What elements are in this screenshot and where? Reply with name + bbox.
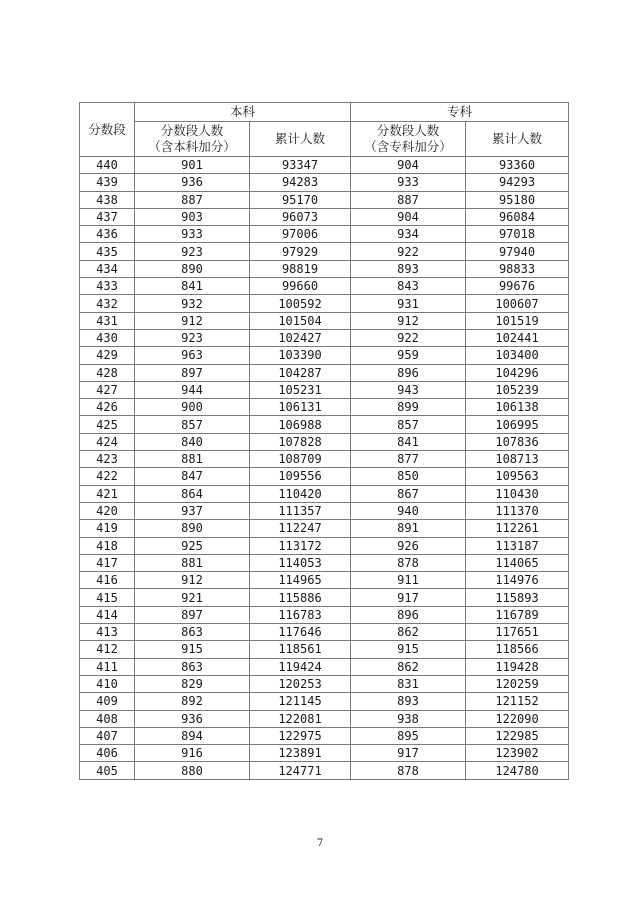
benke-cumulative-header: 累计人数 <box>250 122 351 157</box>
zhuanke-cumulative-cell: 93360 <box>466 157 569 174</box>
benke-cumulative-cell: 118561 <box>250 641 351 658</box>
zhuanke-count-cell: 878 <box>351 762 466 779</box>
benke-count-cell: 897 <box>135 364 250 381</box>
benke-count-cell: 901 <box>135 157 250 174</box>
score-cell: 415 <box>80 589 135 606</box>
benke-count-cell: 880 <box>135 762 250 779</box>
zhuanke-count-cell: 899 <box>351 399 466 416</box>
benke-cumulative-cell: 97929 <box>250 243 351 260</box>
score-cell: 439 <box>80 174 135 191</box>
benke-cumulative-cell: 99660 <box>250 278 351 295</box>
table-row <box>80 520 569 537</box>
zhuanke-cumulative-cell: 109563 <box>466 468 569 485</box>
score-cell: 424 <box>80 433 135 450</box>
score-cell: 420 <box>80 502 135 519</box>
zhuanke-cumulative-cell: 122090 <box>466 710 569 727</box>
zhuanke-cumulative-cell: 107836 <box>466 433 569 450</box>
benke-count-cell: 932 <box>135 295 250 312</box>
table-row <box>80 157 569 174</box>
zhuanke-cumulative-cell: 124780 <box>466 762 569 779</box>
score-cell: 425 <box>80 416 135 433</box>
zhuanke-count-cell: 931 <box>351 295 466 312</box>
zhuanke-cumulative-cell: 99676 <box>466 278 569 295</box>
table-row <box>80 693 569 710</box>
score-cell: 421 <box>80 485 135 502</box>
zhuanke-cumulative-cell: 114976 <box>466 572 569 589</box>
zhuanke-cumulative-cell: 119428 <box>466 658 569 675</box>
zhuanke-cumulative-cell: 117651 <box>466 624 569 641</box>
table-row <box>80 243 569 260</box>
score-cell: 413 <box>80 624 135 641</box>
benke-count-cell: 963 <box>135 347 250 364</box>
score-cell: 432 <box>80 295 135 312</box>
score-cell: 417 <box>80 554 135 571</box>
benke-count-cell: 912 <box>135 572 250 589</box>
zhuanke-cumulative-cell: 103400 <box>466 347 569 364</box>
benke-cumulative-cell: 115886 <box>250 589 351 606</box>
table-row <box>80 606 569 623</box>
zhuanke-cumulative-cell: 111370 <box>466 502 569 519</box>
benke-cumulative-cell: 113172 <box>250 537 351 554</box>
table-row <box>80 433 569 450</box>
table-row <box>80 312 569 329</box>
benke-cumulative-cell: 111357 <box>250 502 351 519</box>
benke-count-label: 分数段人数 <box>160 123 224 138</box>
benke-count-cell: 857 <box>135 416 250 433</box>
table-row <box>80 675 569 692</box>
table-row <box>80 589 569 606</box>
benke-cumulative-cell: 103390 <box>250 347 351 364</box>
score-cell: 412 <box>80 641 135 658</box>
benke-cumulative-cell: 107828 <box>250 433 351 450</box>
score-cell: 435 <box>80 243 135 260</box>
benke-count-cell: 923 <box>135 329 250 346</box>
benke-cumulative-cell: 93347 <box>250 157 351 174</box>
benke-count-cell: 863 <box>135 658 250 675</box>
zhuanke-count-cell: 922 <box>351 243 466 260</box>
benke-cumulative-cell: 120253 <box>250 675 351 692</box>
score-cell: 429 <box>80 347 135 364</box>
benke-cumulative-cell: 105231 <box>250 381 351 398</box>
table-row <box>80 226 569 243</box>
benke-cumulative-cell: 123891 <box>250 745 351 762</box>
zhuanke-cumulative-cell: 116789 <box>466 606 569 623</box>
benke-cumulative-cell: 102427 <box>250 329 351 346</box>
table-row <box>80 278 569 295</box>
benke-count-cell: 897 <box>135 606 250 623</box>
zhuanke-count-cell: 893 <box>351 260 466 277</box>
score-cell: 418 <box>80 537 135 554</box>
benke-count-cell: 937 <box>135 502 250 519</box>
zhuanke-count-cell: 915 <box>351 641 466 658</box>
zhuanke-cumulative-cell: 105239 <box>466 381 569 398</box>
benke-cumulative-cell: 122081 <box>250 710 351 727</box>
zhuanke-count-cell: 891 <box>351 520 466 537</box>
benke-group-header: 本科 <box>135 103 351 122</box>
zhuanke-count-cell: 887 <box>351 191 466 208</box>
table-row <box>80 762 569 779</box>
benke-cumulative-cell: 108709 <box>250 451 351 468</box>
zhuanke-count-cell: 922 <box>351 329 466 346</box>
zhuanke-count-label: 分数段人数 <box>376 123 440 138</box>
benke-count-cell: 915 <box>135 641 250 658</box>
zhuanke-cumulative-cell: 95180 <box>466 191 569 208</box>
benke-count-cell: 921 <box>135 589 250 606</box>
benke-cumulative-cell: 121145 <box>250 693 351 710</box>
benke-cumulative-cell: 106131 <box>250 399 351 416</box>
zhuanke-cumulative-cell: 122985 <box>466 727 569 744</box>
score-cell: 436 <box>80 226 135 243</box>
benke-cumulative-cell: 100592 <box>250 295 351 312</box>
zhuanke-count-cell: 926 <box>351 537 466 554</box>
score-cell: 426 <box>80 399 135 416</box>
zhuanke-count-cell: 917 <box>351 745 466 762</box>
benke-count-cell: 881 <box>135 554 250 571</box>
zhuanke-cumulative-cell: 120259 <box>466 675 569 692</box>
benke-count-cell: 829 <box>135 675 250 692</box>
benke-cumulative-cell: 97006 <box>250 226 351 243</box>
zhuanke-count-cell: 911 <box>351 572 466 589</box>
benke-cumulative-cell: 119424 <box>250 658 351 675</box>
zhuanke-count-cell: 896 <box>351 606 466 623</box>
score-cell: 428 <box>80 364 135 381</box>
score-cell: 427 <box>80 381 135 398</box>
zhuanke-count-cell: 904 <box>351 157 466 174</box>
table-row <box>80 295 569 312</box>
benke-count-header <box>135 122 250 157</box>
benke-count-cell: 900 <box>135 399 250 416</box>
benke-cumulative-cell: 98819 <box>250 260 351 277</box>
table-row <box>80 260 569 277</box>
score-cell: 422 <box>80 468 135 485</box>
table-row <box>80 208 569 225</box>
benke-count-cell: 863 <box>135 624 250 641</box>
table-row <box>80 641 569 658</box>
score-band-header: 分数段 <box>80 103 135 157</box>
zhuanke-cumulative-cell: 121152 <box>466 693 569 710</box>
zhuanke-count-cell: 912 <box>351 312 466 329</box>
benke-cumulative-cell: 112247 <box>250 520 351 537</box>
table-row <box>80 416 569 433</box>
zhuanke-cumulative-cell: 113187 <box>466 537 569 554</box>
zhuanke-count-cell: 862 <box>351 624 466 641</box>
benke-cumulative-cell: 94283 <box>250 174 351 191</box>
table-row <box>80 485 569 502</box>
score-cell: 434 <box>80 260 135 277</box>
benke-count-cell: 894 <box>135 727 250 744</box>
benke-cumulative-cell: 101504 <box>250 312 351 329</box>
score-cell: 408 <box>80 710 135 727</box>
benke-count-cell: 933 <box>135 226 250 243</box>
zhuanke-count-cell: 857 <box>351 416 466 433</box>
zhuanke-cumulative-cell: 102441 <box>466 329 569 346</box>
zhuanke-cumulative-cell: 100607 <box>466 295 569 312</box>
benke-count-cell: 892 <box>135 693 250 710</box>
benke-count-cell: 881 <box>135 451 250 468</box>
zhuanke-cumulative-cell: 104296 <box>466 364 569 381</box>
zhuanke-count-cell: 841 <box>351 433 466 450</box>
zhuanke-count-cell: 893 <box>351 693 466 710</box>
benke-cumulative-cell: 95170 <box>250 191 351 208</box>
table-row <box>80 658 569 675</box>
score-cell: 406 <box>80 745 135 762</box>
table-body <box>80 157 569 780</box>
score-cell: 416 <box>80 572 135 589</box>
zhuanke-cumulative-cell: 106995 <box>466 416 569 433</box>
zhuanke-count-cell: 850 <box>351 468 466 485</box>
zhuanke-count-cell: 867 <box>351 485 466 502</box>
zhuanke-cumulative-cell: 96084 <box>466 208 569 225</box>
benke-count-note: （含本科加分） <box>148 139 236 154</box>
benke-count-cell: 890 <box>135 260 250 277</box>
score-cell: 410 <box>80 675 135 692</box>
score-cell: 440 <box>80 157 135 174</box>
zhuanke-count-cell: 943 <box>351 381 466 398</box>
table-row <box>80 364 569 381</box>
zhuanke-cumulative-cell: 123902 <box>466 745 569 762</box>
zhuanke-cumulative-cell: 106138 <box>466 399 569 416</box>
zhuanke-count-cell: 917 <box>351 589 466 606</box>
score-cell: 433 <box>80 278 135 295</box>
table-row <box>80 347 569 364</box>
zhuanke-cumulative-cell: 112261 <box>466 520 569 537</box>
benke-cumulative-cell: 117646 <box>250 624 351 641</box>
benke-count-cell: 923 <box>135 243 250 260</box>
benke-count-cell: 903 <box>135 208 250 225</box>
table-row <box>80 624 569 641</box>
zhuanke-group-header: 专科 <box>351 103 569 122</box>
score-cell: 405 <box>80 762 135 779</box>
benke-cumulative-cell: 114965 <box>250 572 351 589</box>
benke-count-cell: 912 <box>135 312 250 329</box>
zhuanke-cumulative-cell: 97940 <box>466 243 569 260</box>
benke-cumulative-cell: 116783 <box>250 606 351 623</box>
page-number: 7 <box>316 838 324 849</box>
benke-cumulative-cell: 104287 <box>250 364 351 381</box>
score-cell: 437 <box>80 208 135 225</box>
zhuanke-cumulative-cell: 115893 <box>466 589 569 606</box>
benke-count-cell: 847 <box>135 468 250 485</box>
zhuanke-count-cell: 933 <box>351 174 466 191</box>
zhuanke-count-cell: 938 <box>351 710 466 727</box>
table-row <box>80 191 569 208</box>
zhuanke-cumulative-cell: 118566 <box>466 641 569 658</box>
zhuanke-count-cell: 940 <box>351 502 466 519</box>
table-row <box>80 710 569 727</box>
score-cell: 419 <box>80 520 135 537</box>
table-row <box>80 468 569 485</box>
benke-cumulative-cell: 109556 <box>250 468 351 485</box>
benke-cumulative-cell: 124771 <box>250 762 351 779</box>
score-distribution-table <box>79 102 569 780</box>
score-cell: 423 <box>80 451 135 468</box>
zhuanke-cumulative-cell: 94293 <box>466 174 569 191</box>
benke-cumulative-cell: 106988 <box>250 416 351 433</box>
table-row <box>80 502 569 519</box>
score-cell: 438 <box>80 191 135 208</box>
table-row <box>80 572 569 589</box>
score-cell: 414 <box>80 606 135 623</box>
benke-cumulative-cell: 122975 <box>250 727 351 744</box>
zhuanke-cumulative-cell: 108713 <box>466 451 569 468</box>
zhuanke-cumulative-cell: 101519 <box>466 312 569 329</box>
score-cell: 411 <box>80 658 135 675</box>
benke-count-cell: 841 <box>135 278 250 295</box>
benke-count-cell: 925 <box>135 537 250 554</box>
zhuanke-count-cell: 831 <box>351 675 466 692</box>
benke-count-cell: 936 <box>135 174 250 191</box>
zhuanke-cumulative-header: 累计人数 <box>466 122 569 157</box>
zhuanke-count-cell: 896 <box>351 364 466 381</box>
zhuanke-count-cell: 934 <box>351 226 466 243</box>
table-row <box>80 399 569 416</box>
zhuanke-count-cell: 895 <box>351 727 466 744</box>
zhuanke-count-cell: 862 <box>351 658 466 675</box>
table-row <box>80 174 569 191</box>
score-cell: 409 <box>80 693 135 710</box>
zhuanke-cumulative-cell: 97018 <box>466 226 569 243</box>
zhuanke-count-cell: 843 <box>351 278 466 295</box>
zhuanke-cumulative-cell: 110430 <box>466 485 569 502</box>
benke-cumulative-cell: 114053 <box>250 554 351 571</box>
benke-count-cell: 864 <box>135 485 250 502</box>
table-row <box>80 329 569 346</box>
zhuanke-count-header <box>351 122 466 157</box>
benke-count-cell: 916 <box>135 745 250 762</box>
benke-cumulative-cell: 110420 <box>250 485 351 502</box>
benke-count-cell: 840 <box>135 433 250 450</box>
score-cell: 431 <box>80 312 135 329</box>
zhuanke-count-cell: 878 <box>351 554 466 571</box>
table-row <box>80 451 569 468</box>
zhuanke-count-note: （含专科加分） <box>364 139 452 154</box>
benke-count-cell: 887 <box>135 191 250 208</box>
benke-count-cell: 890 <box>135 520 250 537</box>
table-row <box>80 745 569 762</box>
table-row <box>80 381 569 398</box>
zhuanke-cumulative-cell: 98833 <box>466 260 569 277</box>
score-cell: 430 <box>80 329 135 346</box>
table-row <box>80 554 569 571</box>
zhuanke-cumulative-cell: 114065 <box>466 554 569 571</box>
table-row <box>80 727 569 744</box>
score-cell: 407 <box>80 727 135 744</box>
zhuanke-count-cell: 904 <box>351 208 466 225</box>
benke-cumulative-cell: 96073 <box>250 208 351 225</box>
benke-count-cell: 936 <box>135 710 250 727</box>
table-row <box>80 537 569 554</box>
zhuanke-count-cell: 877 <box>351 451 466 468</box>
benke-count-cell: 944 <box>135 381 250 398</box>
zhuanke-count-cell: 959 <box>351 347 466 364</box>
